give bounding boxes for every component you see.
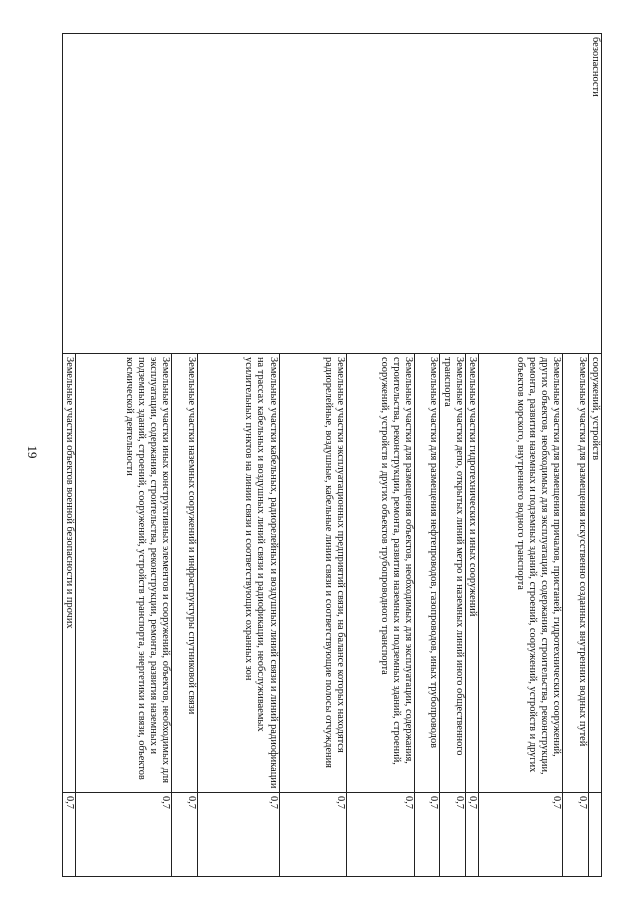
rate-cell: 0,7 xyxy=(63,793,76,877)
description-cell: Земельные участки наземных сооружений и инфраструктуры спутниковой связи xyxy=(172,354,197,793)
rate-cell: 0,7 xyxy=(76,793,172,877)
rate-cell: 0,7 xyxy=(415,793,440,877)
rate-cell: 0,7 xyxy=(466,793,479,877)
rate-cell: 0,7 xyxy=(440,793,466,877)
description-cell: Земельные участки кабельных, радиорелейных и воздушных линий связи и линий радиофикации на трассах кабельных и воздушных линий связи и радиофикации, необслуживаемых усилительных пунктов на линии связи и соответствующих охранных зон xyxy=(197,354,279,793)
description-cell: Земельные участки эксплуатационных предприятий связи, на балансе которых находятся радиорелейные, воздушные, кабельные линии связи и соответствующие полосы отчуждения xyxy=(279,354,347,793)
table-row xyxy=(588,34,601,877)
rate-cell: 0,7 xyxy=(197,793,279,877)
description-cell: сооружений, устройств xyxy=(588,354,601,793)
rate-cell: 0,7 xyxy=(172,793,197,877)
rate-cell: 0,7 xyxy=(563,793,588,877)
page-number: 19 xyxy=(25,445,40,459)
rotated-table-area xyxy=(62,33,602,877)
rate-cell: 0,7 xyxy=(347,793,415,877)
description-cell: Земельные участки депо, открытых линий метро и наземных линий иного общественного транспорта xyxy=(440,354,466,793)
category-cell: безопасности xyxy=(63,34,602,354)
land-rates-table xyxy=(62,33,602,877)
rate-cell: 0,7 xyxy=(279,793,347,877)
description-cell: Земельные участки для размещения искусственно созданных внутренних водных путей xyxy=(563,354,588,793)
description-cell: Земельные участки гидротехнических и иных сооружений xyxy=(466,354,479,793)
description-cell: Земельные участки объектов военной безопасности и прочих xyxy=(63,354,76,793)
rate-cell xyxy=(588,793,601,877)
description-cell: Земельные участки для размещения нефтепроводов, газопроводов, иных трубопроводов xyxy=(415,354,440,793)
rate-cell: 0,7 xyxy=(479,793,563,877)
description-cell: Земельные участки для размещения причалов, пристаней, гидротехнических сооружений, других объектов, необходимых для эксплуатации, содержания, строительства, реконструкции, ремонта, развития наземных и подземных зданий, строений, сооружений, устройств и других объектов морского, внутреннего водного транспорта xyxy=(479,354,563,793)
description-cell: Земельные участки для размещения объектов, необходимых для эксплуатации, содержания, строительства, реконструкции, ремонта, развития наземных и подземных зданий, строений, сооружений, устройств и других объектов трубопроводного транспорта xyxy=(347,354,415,793)
description-cell: Земельные участки иных конструктивных элементов и сооружений, объектов, необходимых для эксплуатации, содержания, строительства, реконструкции, ремонта, развития наземных и подземных зданий, строений, сооружений, устройств транспорта, энергетики и связи, объектов космической деятельности xyxy=(76,354,172,793)
